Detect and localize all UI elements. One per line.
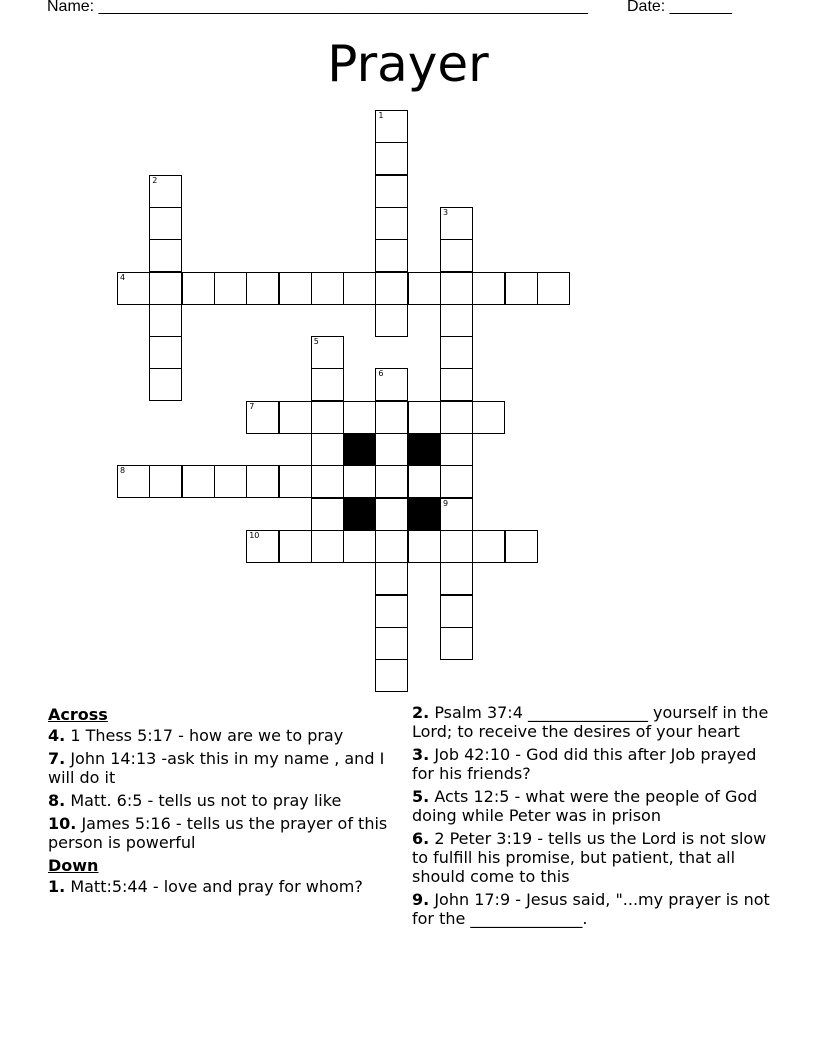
grid-cell[interactable] <box>311 530 344 563</box>
cell-number: 4 <box>120 272 126 282</box>
grid-block <box>343 498 376 531</box>
grid-cell[interactable] <box>472 530 505 563</box>
grid-cell[interactable] <box>279 465 312 498</box>
grid-cell[interactable] <box>343 401 376 434</box>
clue-across-4: 4. 1 Thess 5:17 - how are we to pray <box>48 726 344 745</box>
grid-cell[interactable] <box>375 498 408 531</box>
clue-down-1: 1. Matt:5:44 - love and pray for whom? <box>48 877 363 896</box>
grid-cell[interactable] <box>311 401 344 434</box>
grid-cell[interactable] <box>440 272 473 305</box>
grid-cell[interactable] <box>279 272 312 305</box>
cell-number: 3 <box>443 207 449 217</box>
grid-cell[interactable] <box>505 272 538 305</box>
grid-cell[interactable] <box>375 433 408 466</box>
grid-cell[interactable] <box>472 401 505 434</box>
clues-right-column <box>412 703 772 932</box>
cell-number: 7 <box>249 401 255 411</box>
clue-across-8: 8. Matt. 6:5 - tells us not to pray like <box>48 791 342 810</box>
grid-cell[interactable] <box>440 207 473 240</box>
grid-cell[interactable] <box>149 175 182 208</box>
grid-cell[interactable] <box>440 530 473 563</box>
grid-cell[interactable] <box>311 368 344 401</box>
grid-cell[interactable] <box>472 272 505 305</box>
grid-cell[interactable] <box>375 272 408 305</box>
grid-cell[interactable] <box>375 562 408 595</box>
clues-left-column <box>48 703 398 900</box>
grid-cell[interactable] <box>182 272 215 305</box>
cell-number: 5 <box>313 337 319 347</box>
grid-cell[interactable] <box>440 498 473 531</box>
grid-cell[interactable] <box>279 401 312 434</box>
grid-cell[interactable] <box>375 239 408 272</box>
grid-cell[interactable] <box>311 336 344 369</box>
clue-down-5: 5. Acts 12:5 - what were the people of God doing while Peter was in prison <box>412 787 758 825</box>
grid-cell[interactable] <box>440 465 473 498</box>
grid-cell[interactable] <box>375 465 408 498</box>
grid-cell[interactable] <box>375 368 408 401</box>
cell-number: 10 <box>249 530 260 540</box>
name-field-label: Name: _______________________________________________________ <box>47 0 588 15</box>
grid-cell[interactable] <box>311 498 344 531</box>
grid-cell[interactable] <box>440 368 473 401</box>
grid-cell[interactable] <box>375 659 408 692</box>
grid-cell[interactable] <box>246 465 279 498</box>
grid-cell[interactable] <box>182 465 215 498</box>
grid-block <box>343 433 376 466</box>
clue-down-6: 6. 2 Peter 3:19 - tells us the Lord is not slow to fulfill his promise, but patient, that all should come to this <box>412 829 767 886</box>
grid-cell[interactable] <box>375 595 408 628</box>
grid-cell[interactable] <box>440 562 473 595</box>
grid-cell[interactable] <box>375 142 408 175</box>
grid-cell[interactable] <box>375 304 408 337</box>
grid-cell[interactable] <box>246 401 279 434</box>
clue-down-2: 2. Psalm 37:4 _______________ yourself in the Lord; to receive the desires of your heart <box>412 703 769 741</box>
grid-cell[interactable] <box>149 207 182 240</box>
grid-cell[interactable] <box>408 530 441 563</box>
grid-block <box>408 433 441 466</box>
grid-cell[interactable] <box>343 465 376 498</box>
cell-number: 1 <box>378 111 384 120</box>
cell-number: 8 <box>120 466 126 476</box>
cell-number: 2 <box>152 175 158 185</box>
grid-cell[interactable] <box>440 401 473 434</box>
grid-cell[interactable] <box>440 239 473 272</box>
grid-cell[interactable] <box>408 401 441 434</box>
grid-cell[interactable] <box>440 336 473 369</box>
grid-cell[interactable] <box>375 175 408 208</box>
grid-cell[interactable] <box>440 627 473 660</box>
grid-cell[interactable] <box>440 433 473 466</box>
grid-cell[interactable] <box>214 272 247 305</box>
date-field-label: Date: _______ <box>627 0 732 15</box>
cell-number: 9 <box>443 498 449 508</box>
grid-cell[interactable] <box>375 207 408 240</box>
grid-block <box>408 498 441 531</box>
grid-cell[interactable] <box>149 272 182 305</box>
grid-cell[interactable] <box>537 272 570 305</box>
grid-cell[interactable] <box>149 239 182 272</box>
grid-cell[interactable] <box>149 304 182 337</box>
grid-cell[interactable] <box>440 595 473 628</box>
grid-cell[interactable] <box>311 433 344 466</box>
grid-cell[interactable] <box>375 110 408 143</box>
clue-across-10: 10. James 5:16 - tells us the prayer of this person is powerful <box>48 814 388 852</box>
grid-cell[interactable] <box>375 627 408 660</box>
grid-cell[interactable] <box>440 304 473 337</box>
grid-cell[interactable] <box>311 272 344 305</box>
grid-cell[interactable] <box>149 368 182 401</box>
grid-cell[interactable] <box>343 272 376 305</box>
clue-across-7: 7. John 14:13 -ask this in my name , and I will do it <box>48 749 385 787</box>
down-heading: Down <box>48 856 99 875</box>
grid-cell[interactable] <box>279 530 312 563</box>
grid-cell[interactable] <box>246 530 279 563</box>
grid-cell[interactable] <box>375 530 408 563</box>
grid-cell[interactable] <box>311 465 344 498</box>
cell-number: 6 <box>378 369 384 379</box>
grid-cell[interactable] <box>343 530 376 563</box>
grid-cell[interactable] <box>408 272 441 305</box>
grid-cell[interactable] <box>214 465 247 498</box>
grid-cell[interactable] <box>375 401 408 434</box>
grid-cell[interactable] <box>117 465 150 498</box>
clue-down-3: 3. Job 42:10 - God did this after Job prayed for his friends? <box>412 745 757 783</box>
clue-down-9: 9. John 17:9 - Jesus said, "...my prayer is not for the ______________. <box>412 890 770 928</box>
grid-cell[interactable] <box>505 530 538 563</box>
puzzle-title: Prayer <box>327 35 489 93</box>
grid-cell[interactable] <box>117 272 150 305</box>
grid-cell[interactable] <box>408 465 441 498</box>
grid-cell[interactable] <box>149 336 182 369</box>
grid-cell[interactable] <box>149 465 182 498</box>
grid-cell[interactable] <box>246 272 279 305</box>
across-heading: Across <box>48 705 108 724</box>
